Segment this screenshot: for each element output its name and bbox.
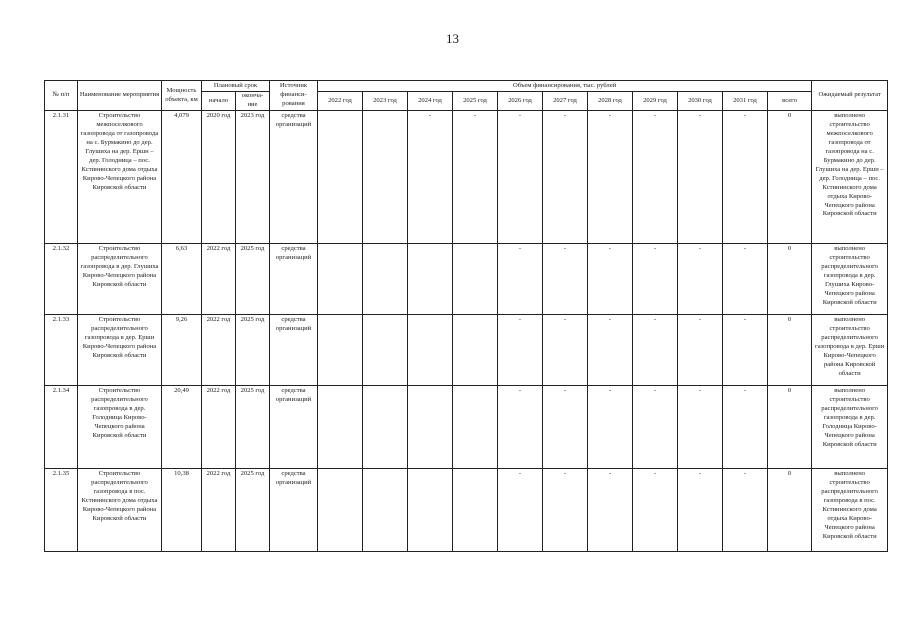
row-start: 2022 год <box>202 469 236 552</box>
row-year-value <box>453 244 498 315</box>
table-row <box>45 244 888 315</box>
row-year-value <box>453 469 498 552</box>
row-name: Строительство распределительного газопровода в дер. Голодница Кирово-Чепецкого района Кировской области <box>78 386 162 469</box>
row-capacity: 6,63 <box>162 244 202 315</box>
row-year-value: - <box>498 386 543 469</box>
header-total: всего <box>768 92 812 111</box>
header-name: Наименование мероприятия <box>78 81 162 111</box>
row-year-value <box>363 111 408 244</box>
header-year: 2024 год <box>408 92 453 111</box>
table-row <box>45 386 888 469</box>
row-source: средства организаций <box>270 315 318 386</box>
row-end: 2025 год <box>236 244 270 315</box>
page-number: 13 <box>446 31 459 46</box>
header-year: 2029 год <box>633 92 678 111</box>
header-end: оконча-ние <box>236 92 270 111</box>
row-start: 2022 год <box>202 315 236 386</box>
row-year-value <box>363 244 408 315</box>
header-funding: Объем финансирования, тыс. рублей <box>318 81 812 92</box>
header-year: 2023 год <box>363 92 408 111</box>
header-capacity: Мощность объекта, км <box>162 81 202 111</box>
row-year-value <box>408 386 453 469</box>
header-source: Источник финанси-рования <box>270 81 318 111</box>
row-year-value: - <box>723 386 768 469</box>
row-year-value: - <box>723 244 768 315</box>
row-capacity: 10,38 <box>162 469 202 552</box>
row-year-value: - <box>723 469 768 552</box>
row-year-value: - <box>453 111 498 244</box>
row-end: 2023 год <box>236 111 270 244</box>
header-year: 2030 год <box>678 92 723 111</box>
row-year-value <box>318 469 363 552</box>
row-result: выполнено строительство распределительного газопровода в пос. Кстининского дома отдыха Кирово-Чепецкого района Кировской области <box>812 469 888 552</box>
header-num: № п/п <box>45 81 78 111</box>
row-num: 2.1.35 <box>45 469 78 552</box>
table-header <box>45 81 888 111</box>
row-year-value: - <box>543 111 588 244</box>
row-end: 2025 год <box>236 315 270 386</box>
row-capacity: 9,26 <box>162 315 202 386</box>
row-year-value: - <box>543 469 588 552</box>
row-year-value: - <box>588 469 633 552</box>
row-name: Строительство межпоселкового газопровода от газопровода на с. Бурмакино до дер. Глушиха на дер. Ершн – дер. Голодница – пос. Кстининского дома отдыха Кирово-Чепецкого района Кировской области <box>78 111 162 244</box>
row-total: 0 <box>768 315 812 386</box>
row-year-value <box>363 315 408 386</box>
row-year-value: - <box>543 244 588 315</box>
row-year-value <box>453 386 498 469</box>
row-source: средства организаций <box>270 386 318 469</box>
row-end: 2025 год <box>236 469 270 552</box>
row-result: выполнено строительство межпоселкового газопровода от газопровода на с. Бурмакино до дер. Глушиха на дер. Ершн – дер. Голодница – пос. Кстининского дома отдыха Кирово-Чепецкого района Кировской области <box>812 111 888 244</box>
row-start: 2022 год <box>202 386 236 469</box>
header-year: 2027 год <box>543 92 588 111</box>
header-year: 2028 год <box>588 92 633 111</box>
row-year-value: - <box>633 386 678 469</box>
row-year-value <box>363 386 408 469</box>
row-total: 0 <box>768 111 812 244</box>
row-year-value: - <box>543 386 588 469</box>
row-year-value: - <box>588 111 633 244</box>
table-row <box>45 111 888 244</box>
row-name: Строительство распределительного газопровода в дер. Ерши Кирово-Чепецкого района Кировской области <box>78 315 162 386</box>
row-year-value: - <box>633 244 678 315</box>
row-year-value: - <box>723 315 768 386</box>
row-year-value: - <box>678 111 723 244</box>
row-start: 2022 год <box>202 244 236 315</box>
table-row <box>45 315 888 386</box>
row-num: 2.1.32 <box>45 244 78 315</box>
table-row <box>45 469 888 552</box>
row-source: средства организаций <box>270 111 318 244</box>
row-year-value: - <box>678 315 723 386</box>
row-end: 2025 год <box>236 386 270 469</box>
row-year-value <box>453 315 498 386</box>
row-name: Строительство распределительного газопровода в дер. Глушиха Кирово-Чепецкого района Кировской области <box>78 244 162 315</box>
row-year-value <box>318 244 363 315</box>
row-year-value <box>408 469 453 552</box>
row-total: 0 <box>768 244 812 315</box>
row-year-value: - <box>408 111 453 244</box>
row-start: 2020 год <box>202 111 236 244</box>
row-year-value: - <box>498 244 543 315</box>
row-year-value: - <box>588 244 633 315</box>
row-capacity: 20,49 <box>162 386 202 469</box>
row-year-value: - <box>498 111 543 244</box>
row-num: 2.1.33 <box>45 315 78 386</box>
row-source: средства организаций <box>270 469 318 552</box>
table-body <box>45 111 888 552</box>
row-year-value: - <box>588 386 633 469</box>
row-year-value <box>318 386 363 469</box>
row-result: выполнено строительство распределительного газопровода в дер. Голодница Кирово-Чепецкого района Кировской области <box>812 386 888 469</box>
header-result: Ожидаемый результат <box>812 81 888 111</box>
row-source: средства организаций <box>270 244 318 315</box>
header-year: 2026 год <box>498 92 543 111</box>
row-year-value <box>408 244 453 315</box>
row-year-value: - <box>543 315 588 386</box>
row-result: выполнено строительство распределительного газопровода в дер. Глушиха Кирово-Чепецкого района Кировской области <box>812 244 888 315</box>
row-year-value <box>408 315 453 386</box>
row-year-value: - <box>498 469 543 552</box>
row-year-value <box>363 469 408 552</box>
row-year-value: - <box>633 469 678 552</box>
row-year-value: - <box>678 386 723 469</box>
funding-table <box>44 80 888 552</box>
header-start: начало <box>202 92 236 111</box>
row-year-value: - <box>723 111 768 244</box>
row-year-value: - <box>588 315 633 386</box>
row-year-value <box>318 315 363 386</box>
row-result: выполнено строительство распределительного газопровода в дер. Ерши Кирово-Чепецкого района Кировской области <box>812 315 888 386</box>
row-num: 2.1.31 <box>45 111 78 244</box>
row-year-value: - <box>633 315 678 386</box>
row-year-value <box>318 111 363 244</box>
row-year-value: - <box>678 469 723 552</box>
row-num: 2.1.34 <box>45 386 78 469</box>
row-total: 0 <box>768 469 812 552</box>
header-year: 2025 год <box>453 92 498 111</box>
row-year-value: - <box>678 244 723 315</box>
header-period: Плановый срок <box>202 81 270 92</box>
row-total: 0 <box>768 386 812 469</box>
row-year-value: - <box>633 111 678 244</box>
row-year-value: - <box>498 315 543 386</box>
row-name: Строительство распределительного газопровода в пос. Кстининского дома отдыха Кирово-Чепецкого района Кировской области <box>78 469 162 552</box>
header-year: 2022 год <box>318 92 363 111</box>
row-capacity: 4,079 <box>162 111 202 244</box>
header-year: 2031 год <box>723 92 768 111</box>
